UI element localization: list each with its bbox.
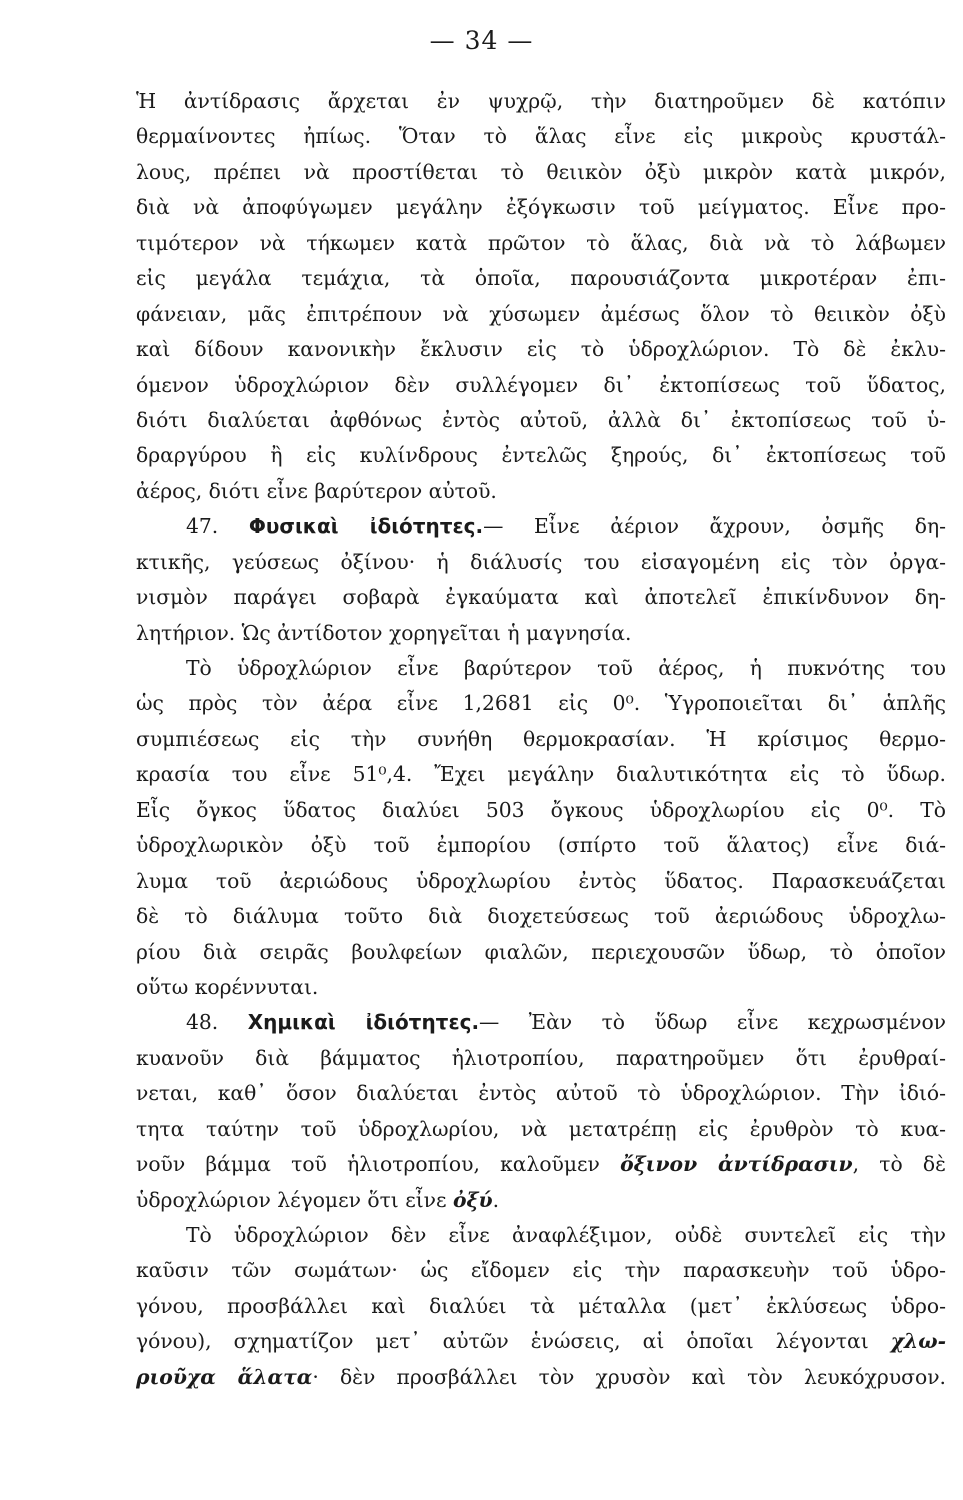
text-line <box>136 1289 946 1324</box>
line-text: νεται, καθ᾽ ὅσον διαλύεται ἐντὸς αὐτοῦ τὸ ὑδροχλώριον. Τὴν ἰδιό- <box>136 1081 946 1106</box>
text-line <box>136 722 946 757</box>
line-text: κυανοῦν διὰ βάμματος ἡλιοτροπίου, παρατηροῦμεν ὅτι ἐρυθραί- <box>136 1045 946 1070</box>
text-line <box>136 119 946 154</box>
line-text: λους, πρέπει νὰ προστίθεται τὸ θειικὸν ὀξὺ μικρὸν κατὰ μικρόν, <box>136 159 946 184</box>
text-line <box>136 864 946 899</box>
text-line <box>136 1112 946 1147</box>
line-text: ἀέρος, διότι εἶνε βαρύτερον αὐτοῦ. <box>136 478 497 503</box>
text-line <box>136 84 946 119</box>
line-text: ὑδροχλωρικὸν ὀξὺ τοῦ ἐμπορίου (σπίρτο τοῦ ἅλατος) εἶνε διά- <box>136 833 946 858</box>
line-text: ὡς πρὸς τὸν ἀέρα εἶνε 1,2681 εἰς 0⁰. Ὑγροποιεῖται δι᾽ ἁπλῆς <box>136 691 946 716</box>
text-line <box>136 474 946 509</box>
line-text: διότι διαλύεται ἀφθόνως ἐντὸς αὐτοῦ, ἀλλὰ δι᾽ ἐκτοπίσεως τοῦ ὑ- <box>136 407 946 432</box>
line-text-after: , τὸ δὲ <box>852 1152 946 1177</box>
line-text: Τὸ ὑδροχλώριον δὲν εἶνε ἀναφλέξιμον, οὐδὲ συντελεῖ εἰς τὴν <box>186 1223 946 1247</box>
text-line <box>136 1183 946 1218</box>
emphasized-term: χλω- <box>890 1329 946 1354</box>
text-line <box>136 580 946 615</box>
text-line <box>136 935 946 970</box>
emphasized-term: ὀξύ <box>452 1187 493 1212</box>
line-text: λυμα τοῦ ἀεριώδους ὑδροχλωρίου ἐντὸς ὕδατος. Παρασκευάζεται <box>136 868 946 893</box>
text-line <box>136 757 946 792</box>
line-text: όμενον ὑδροχλώριον δὲν συλλέγομεν δι᾽ ἐκτοπίσεως τοῦ ὕδατος, <box>136 372 946 397</box>
line-text: τιμότερον νὰ τήκωμεν κατὰ πρῶτον τὸ ἅλας, διὰ νὰ τὸ λάβωμεν <box>136 230 946 255</box>
emphasized-term: ὄξινον ἀντίδρασιν <box>620 1152 853 1177</box>
text-line <box>136 1324 946 1359</box>
text-line <box>136 1360 946 1395</box>
line-text: — Ἐὰν τὸ ὕδωρ εἶνε κεχρωσμένον <box>479 1010 946 1035</box>
line-text: φάνειαν, μᾶς ἐπιτρέπουν νὰ χύσωμεν ἀμέσως ὅλον τὸ θειικὸν ὀξὺ <box>136 301 946 326</box>
text-line <box>136 970 946 1005</box>
line-text: ὑδροχλώριον λέγομεν ὅτι εἶνε <box>136 1187 447 1212</box>
text-line <box>136 261 946 296</box>
text-line <box>136 403 946 438</box>
text-line <box>136 226 946 261</box>
section-number: 47. <box>186 514 219 539</box>
text-line <box>136 368 946 403</box>
text-line <box>136 1147 946 1182</box>
line-text: ρίου διὰ σειρᾶς βουλφείων φιαλῶν, περιεχουσῶν ὕδωρ, τὸ ὁποῖον <box>136 939 946 964</box>
line-text: γόνου, προσβάλλει καὶ διαλύει τὰ μέταλλα (μετ᾽ ἐκλύσεως ὑδρο- <box>136 1293 946 1318</box>
line-text: οὕτω κορέννυται. <box>136 974 319 999</box>
line-text: κτικῆς, γεύσεως ὀξίνου· ἡ διάλυσίς του εἰσαγομένη εἰς τὸν ὀργα- <box>136 549 946 574</box>
page-number: — 34 — <box>429 26 534 55</box>
text-line <box>136 438 946 473</box>
section-heading: Χημικαὶ ἰδιότητες. <box>247 1010 480 1035</box>
line-text: δὲ τὸ διάλυμα τοῦτο διὰ διοχετεύσεως τοῦ ἀεριώδους ὑδροχλω- <box>136 904 946 929</box>
text-line <box>136 1253 946 1288</box>
emphasized-term: ριοῦχα ἅλατα <box>136 1364 313 1389</box>
line-text: καὶ δίδουν κανονικὴν ἔκλυσιν εἰς τὸ ὑδροχλώριον. Τὸ δὲ ἐκλυ- <box>136 337 946 362</box>
text-line <box>136 651 946 686</box>
text-line <box>136 686 946 721</box>
line-text: δραργύρου ἢ εἰς κυλίνδρους ἐντελῶς ξηρούς, δι᾽ ἐκτοπίσεως τοῦ <box>136 443 946 468</box>
line-text: συμπιέσεως εἰς τὴν συνήθη θερμοκρασίαν. Ἡ κρίσιμος θερμο- <box>136 726 946 751</box>
line-text: Εἷς ὄγκος ὕδατος διαλύει 503 ὄγκους ὑδροχλωρίου εἰς 0⁰. Τὸ <box>136 797 946 822</box>
text-line <box>136 509 946 544</box>
text-line <box>136 155 946 190</box>
line-text: Ἡ ἀντίδρασις ἄρχεται ἐν ψυχρῷ, τὴν διατηροῦμεν δὲ κατόπιν <box>136 89 946 113</box>
body-text <box>136 84 946 1395</box>
text-line <box>136 616 946 651</box>
text-line <box>136 793 946 828</box>
line-text: θερμαίνοντες ἠπίως. Ὅταν τὸ ἅλας εἶνε εἰς μικροὺς κρυστάλ- <box>136 124 946 149</box>
text-line <box>136 828 946 863</box>
line-text: εἰς μεγάλα τεμάχια, τὰ ὁποῖα, παρουσιάζοντα μικροτέραν ἐπι- <box>136 266 946 291</box>
line-text: νισμὸν παράγει σοβαρὰ ἐγκαύματα καὶ ἀποτελεῖ ἐπικίνδυνον δη- <box>136 585 946 610</box>
line-text: Τὸ ὑδροχλώριον εἶνε βαρύτερον τοῦ ἀέρος, ἡ πυκνότης του <box>186 656 946 680</box>
section-number: 48. <box>186 1010 219 1035</box>
text-line <box>136 332 946 367</box>
text-line <box>136 1005 946 1040</box>
text-line <box>136 545 946 580</box>
section-heading: Φυσικαὶ ἰδιότητες. <box>248 514 484 539</box>
line-text-after: . <box>492 1187 500 1212</box>
text-line <box>136 190 946 225</box>
text-line <box>136 297 946 332</box>
text-line <box>136 1218 946 1253</box>
line-text: λητήριον. Ὡς ἀντίδοτον χορηγεῖται ἡ μαγνησία. <box>136 620 632 645</box>
text-line <box>136 899 946 934</box>
line-text: — Εἶνε ἀέριον ἄχρουν, ὀσμῆς δη- <box>483 514 946 539</box>
line-text: διὰ νὰ ἀποφύγωμεν μεγάλην ἐξόγκωσιν τοῦ μείγματος. Εἶνε προ- <box>136 195 946 220</box>
line-text: καῦσιν τῶν σωμάτων· ὡς εἴδομεν εἰς τὴν παρασκευὴν τοῦ ὑδρο- <box>136 1258 946 1283</box>
line-text: τητα ταύτην τοῦ ὑδροχλωρίου, νὰ μετατρέπῃ εἰς ἐρυθρὸν τὸ κυα- <box>136 1116 946 1141</box>
text-line <box>136 1041 946 1076</box>
line-text-after: · δὲν προσβάλλει τὸν χρυσὸν καὶ τὸν λευκόχρυσον. <box>312 1364 946 1389</box>
line-text: νοῦν βάμμα τοῦ ἡλιοτροπίου, καλοῦμεν <box>136 1152 600 1177</box>
line-text: γόνου), σχηματίζον μετ᾽ αὐτῶν ἑνώσεις, αἱ ὁποῖαι λέγονται <box>136 1329 869 1354</box>
line-text: κρασία του εἶνε 51⁰,4. Ἔχει μεγάλην διαλυτικότητα εἰς τὸ ὕδωρ. <box>136 762 946 787</box>
text-line <box>136 1076 946 1111</box>
